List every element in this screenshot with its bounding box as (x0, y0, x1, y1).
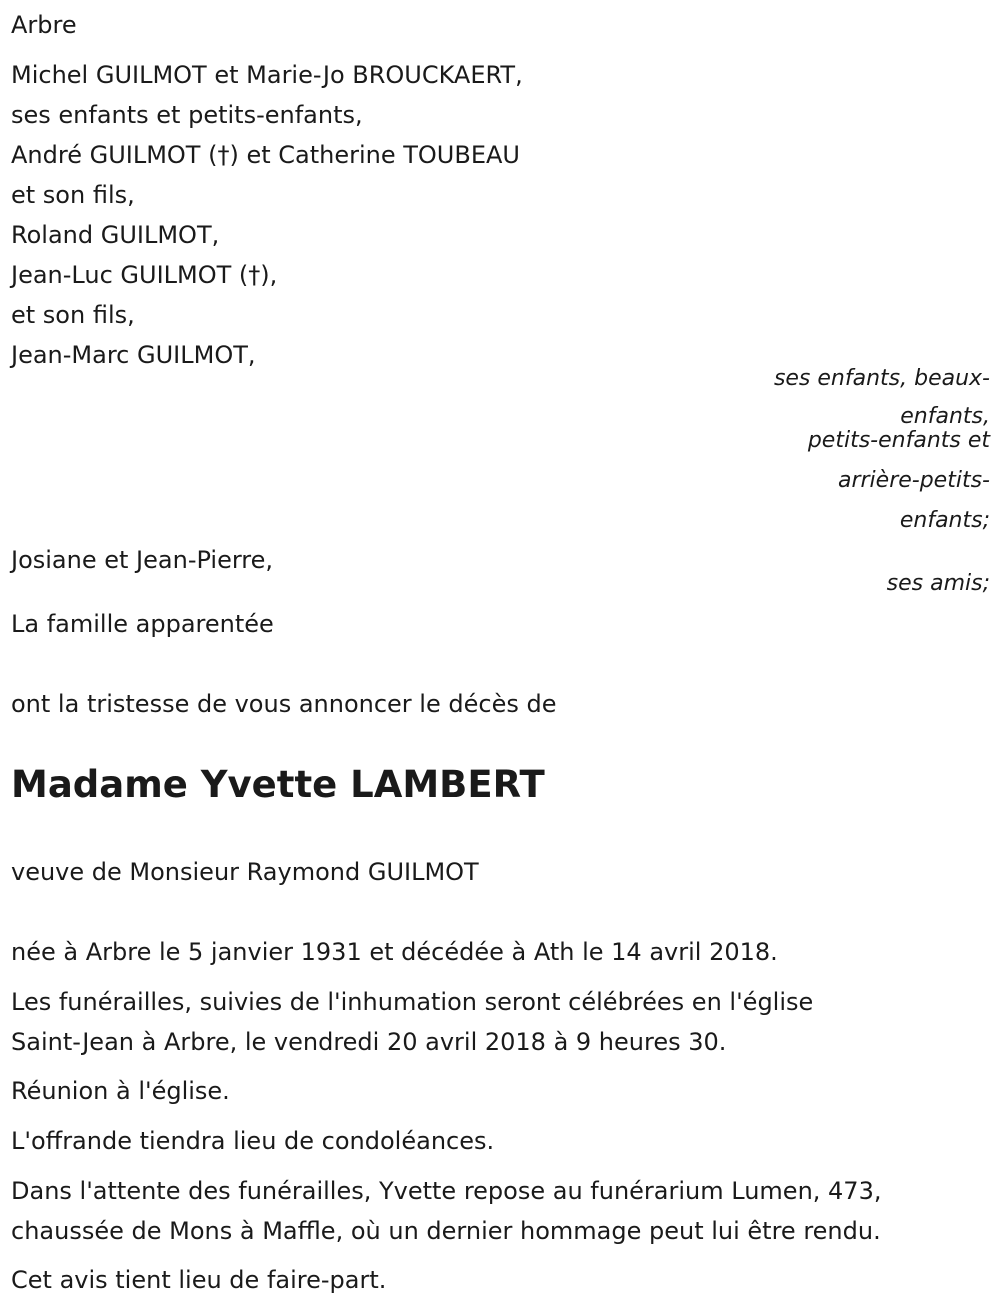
relation-children-line: arrière-petits- (837, 468, 990, 493)
family-line: Michel GUILMOT et Marie-Jo BROUCKAERT, (11, 61, 523, 89)
family-line: Jean-Marc GUILMOT, (11, 341, 256, 369)
notice-line: Cet avis tient lieu de faire-part. (11, 1266, 387, 1294)
deceased-name: Madame Yvette LAMBERT (11, 763, 545, 806)
wake-line: Dans l'attente des funérailles, Yvette repose au funérarium Lumen, 473, (11, 1177, 882, 1205)
relation-children-line: enfants, (900, 404, 990, 429)
family-line: et son fils, (11, 301, 135, 329)
relation-friends-line: ses amis; (886, 571, 990, 596)
relatives-line: La famille apparentée (11, 610, 274, 638)
funeral-line: Les funérailles, suivies de l'inhumation seront célébrées en l'église (11, 988, 814, 1016)
meeting-line: Réunion à l'église. (11, 1077, 230, 1105)
relation-children-line: petits-enfants et (807, 428, 990, 453)
place-heading: Arbre (11, 11, 77, 39)
funeral-line: Saint-Jean à Arbre, le vendredi 20 avril 2018 à 9 heures 30. (11, 1028, 727, 1056)
widow-line: veuve de Monsieur Raymond GUILMOT (11, 858, 479, 886)
relation-children-line: enfants; (899, 508, 990, 533)
offering-line: L'offrande tiendra lieu de condoléances. (11, 1127, 495, 1155)
family-line: Roland GUILMOT, (11, 221, 220, 249)
family-line: et son fils, (11, 181, 135, 209)
family-line: Jean-Luc GUILMOT (†), (11, 261, 278, 289)
family-line: ses enfants et petits-enfants, (11, 101, 363, 129)
announcement-line: ont la tristesse de vous annoncer le décès de (11, 690, 557, 718)
wake-line: chaussée de Mons à Maffle, où un dernier hommage peut lui être rendu. (11, 1217, 881, 1245)
birth-death-line: née à Arbre le 5 janvier 1931 et décédée à Ath le 14 avril 2018. (11, 938, 778, 966)
relation-children-line: ses enfants, beaux- (773, 366, 990, 391)
friends-line: Josiane et Jean-Pierre, (11, 546, 274, 574)
family-line: André GUILMOT (†) et Catherine TOUBEAU (11, 141, 520, 169)
